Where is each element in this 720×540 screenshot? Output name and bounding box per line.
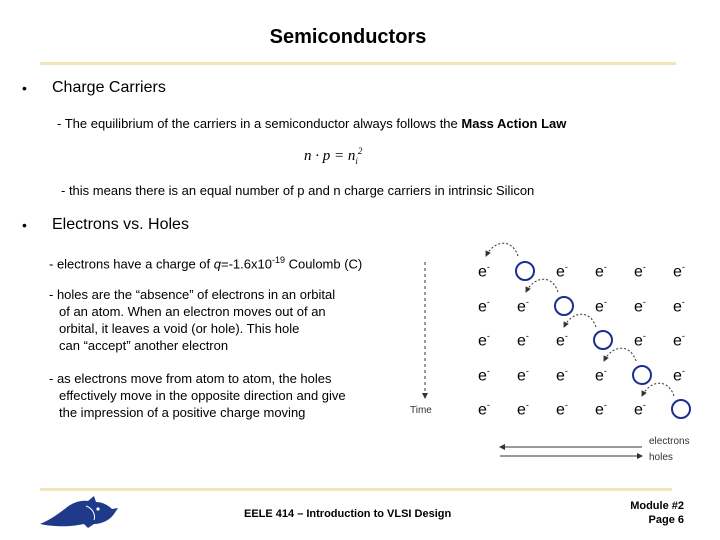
electron: e- (673, 366, 685, 385)
module-number: Module #2 (630, 500, 684, 512)
mass-action-prefix: - The equilibrium of the carriers in a semiconductor always follows the (57, 116, 462, 131)
charge-unit: Coulomb (C) (284, 256, 363, 272)
electron: e- (517, 297, 529, 316)
electron: e- (478, 366, 490, 385)
holes-line: can “accept” another electron (59, 338, 229, 353)
electron: e- (517, 400, 529, 419)
bobcat-logo-icon (38, 494, 120, 532)
electron: e- (478, 297, 490, 316)
bullet-electrons-holes: • (22, 217, 27, 233)
electron: e- (595, 297, 607, 316)
electron: e- (478, 331, 490, 350)
slide-title: Semiconductors (269, 26, 427, 48)
jump-arrow (604, 348, 636, 361)
formula-left: n · p = n (304, 148, 356, 164)
electron: e- (673, 331, 685, 350)
movement-line: - as electrons move from atom to atom, the holes (49, 371, 332, 386)
electron: e- (478, 400, 490, 419)
electron: e- (517, 366, 529, 385)
electron: e- (556, 331, 568, 350)
holes-line: orbital, it leaves a void (or hole). This hole (59, 321, 300, 336)
heading-charge-carriers: Charge Carriers (52, 79, 166, 96)
charge-prefix: - electrons have a charge of (49, 256, 214, 272)
page-number: Page 6 (648, 514, 684, 526)
holes-line: of an atom. When an electron moves out of an (59, 304, 326, 319)
jump-arrow (526, 279, 558, 292)
mass-action-law: Mass Action Law (461, 116, 567, 131)
bullet-charge-carriers: • (22, 80, 27, 96)
electron: e- (634, 331, 646, 350)
electron: e- (634, 297, 646, 316)
electrons-label: electrons (649, 436, 690, 447)
movement-line: effectively move in the opposite direction and give (59, 388, 346, 403)
electron: e- (478, 262, 490, 281)
electron: e- (595, 366, 607, 385)
electron: e- (556, 262, 568, 281)
jump-arrow (564, 314, 596, 327)
electron: e- (673, 297, 685, 316)
course-name: EELE 414 – Introduction to VLSI Design (244, 508, 452, 520)
charge-var: q (213, 256, 221, 272)
electron: e- (634, 262, 646, 281)
charge-exponent: -19 (271, 255, 285, 265)
footer-divider (40, 488, 672, 491)
heading-electrons-holes: Electrons vs. Holes (52, 216, 189, 233)
electron: e- (634, 400, 646, 419)
electron: e- (595, 400, 607, 419)
formula-sub: i (355, 156, 358, 166)
jump-arrow (486, 243, 518, 256)
electron: e- (556, 366, 568, 385)
electron: e- (556, 400, 568, 419)
holes-line: - holes are the “absence” of electrons in an orbital (49, 287, 336, 302)
holes-label: holes (649, 452, 673, 463)
charge-value: =-1.6x10 (221, 256, 272, 272)
movement-line: the impression of a positive charge moving (59, 405, 306, 420)
electron: e- (517, 331, 529, 350)
electron: e- (595, 262, 607, 281)
time-label: Time (410, 405, 432, 416)
electron: e- (673, 262, 685, 281)
intrinsic-silicon-text: - this means there is an equal number of p and n charge carriers in intrinsic Silicon (61, 183, 535, 198)
formula-sup: 2 (357, 146, 363, 156)
jump-arrow (642, 383, 674, 396)
